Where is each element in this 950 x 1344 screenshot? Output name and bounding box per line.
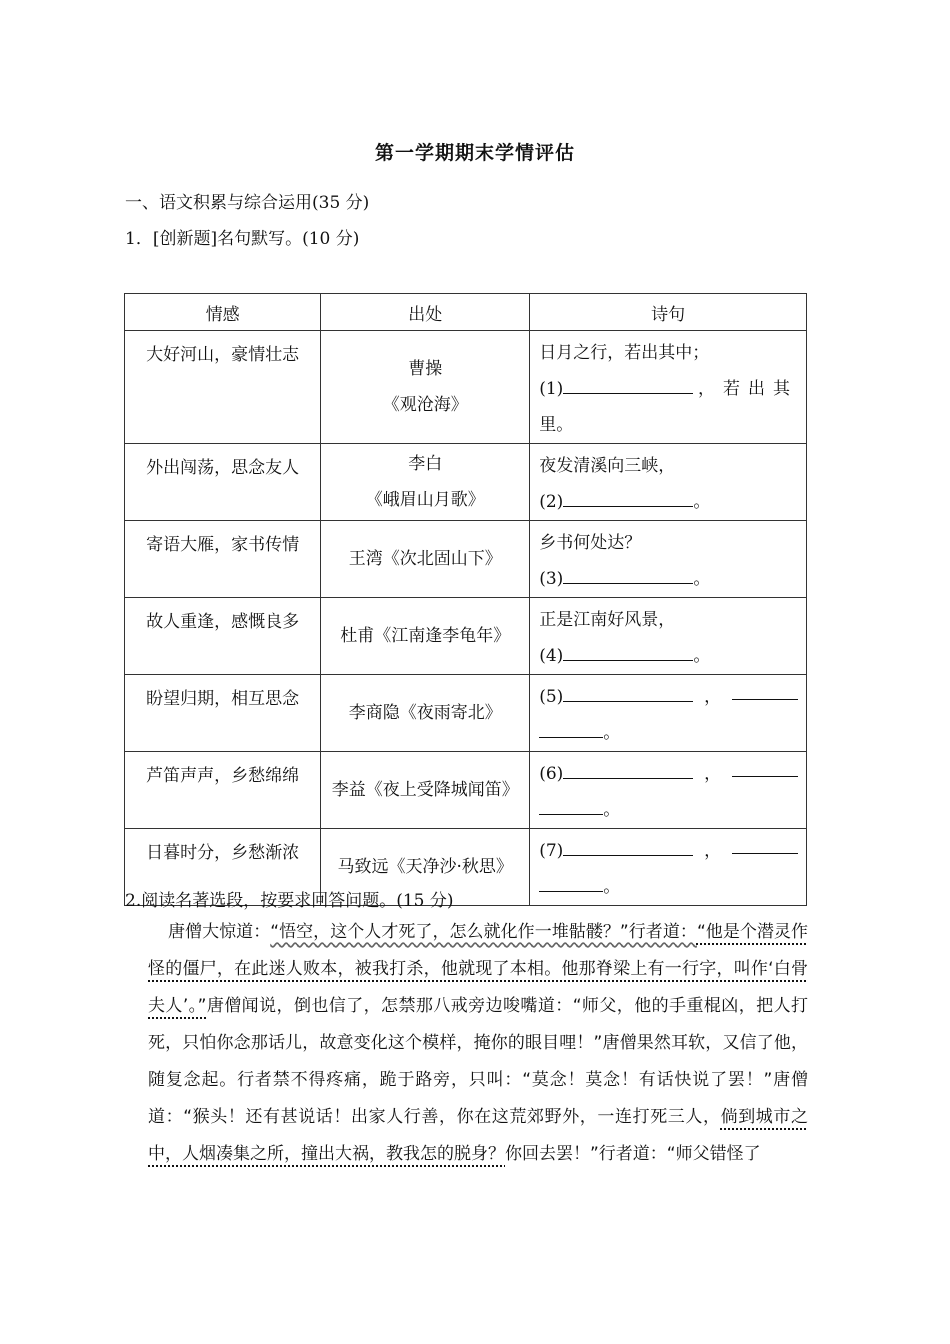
poem-text: 。 [693,646,711,666]
answer-blank-7a[interactable] [563,835,693,856]
emotion-cell: 故人重逢，感慨良多 [125,598,321,675]
poem-cell [530,675,807,752]
column-header-poem: 诗句 [530,294,807,331]
passage-text: 唐僧闻说，倒也信了，怎禁那八戒旁边唆嘴道：“师父，他的手重棍凶，把人打死，只怕你念那话儿，故意变化这个模样，掩你的眼目哩！”唐僧果然耳软，又信了他，随复念起。行者禁不得疼痛，跪于路旁，只叫：“莫念！莫念！有话快说了罢！”唐僧道：“猴头！还有甚说话！出家人行善，你在这荒郊野外，一连打死三人， [148,996,808,1127]
wavy-underlined-text: “悟空，这个人才死了，怎么就化作一堆骷髅？”行者道： [270,922,697,942]
source-author: 曹操 [408,359,443,379]
source-cell [321,444,530,521]
blank-label: (2) [539,492,564,512]
answer-blank-7b[interactable] [732,833,798,854]
blank-label: (7) [539,841,564,861]
blank-label: (3) [539,569,564,589]
blank-label: (6) [539,764,564,784]
poem-blank-line [539,638,798,674]
source-cell: 李益《夜上受降城闻笛》 [321,752,530,829]
blank-label: (1) [539,379,564,399]
poem-blank-line [539,679,798,715]
answer-blank-6b[interactable] [732,756,798,777]
poem-text: 。 [603,723,621,743]
poem-blank-line [539,484,798,520]
passage-text: 唐僧大惊道： [168,922,271,942]
emotion-cell: 寄语大雁，家书传情 [125,521,321,598]
table-row [125,521,807,598]
poem-blank-line [539,561,798,597]
source-author: 李白 [408,454,443,474]
answer-blank-2[interactable] [563,486,693,507]
answer-blank-5a[interactable] [563,681,693,702]
answer-blank-3[interactable] [563,563,693,584]
column-header-source: 出处 [321,294,530,331]
passage-paragraph [148,914,808,1173]
table-header-row [125,294,807,331]
emotion-cell: 芦笛声声，乡愁绵绵 [125,752,321,829]
poem-blank-line [539,715,798,751]
poem-text: 。 [693,492,711,512]
question-1-heading: 1．[创新题]名句默写。(10 分) [125,229,360,249]
source-title: 《峨眉山月歌》 [365,490,485,510]
passage-text: 你回去罢！”行者道：“师父错怪了 [505,1144,761,1164]
emotion-cell: 外出闯荡，思念友人 [125,444,321,521]
poem-text: 。 [693,569,711,589]
question-2-heading: 2.阅读名著选段，按要求回答问题。(15 分) [125,891,454,911]
poem-text: ， [704,764,722,784]
table-row [125,331,807,444]
source-cell [321,331,530,444]
poem-blank-line [539,756,798,792]
answer-blank-5c[interactable] [539,717,603,738]
section-heading: 一、语文积累与综合运用(35 分) [125,193,370,213]
poem-text: 。 [603,800,621,820]
answer-blank-1[interactable] [563,373,693,394]
poem-blank-line [539,833,798,869]
poem-blank-line [539,792,798,828]
page-title: 第一学期期末学情评估 [374,142,575,164]
answer-blank-4[interactable] [563,640,693,661]
dotted-underlined-text: “他是个潜灵作怪的僵尸，在此迷人败本，被我打杀，他就现了本相。他那脊梁上有一行字，叫作‘白骨夫人’。” [148,922,808,1016]
poem-blank-line [539,869,798,905]
column-header-emotion: 情感 [125,294,321,331]
poem-cell [530,752,807,829]
poem-line: 正是江南好风景， [539,610,676,630]
poem-text: ， [704,841,722,861]
poem-text: 。 [603,877,621,897]
source-cell: 李商隐《夜雨寄北》 [321,675,530,752]
emotion-cell: 盼望归期，相互思念 [125,675,321,752]
blank-label: (4) [539,646,564,666]
answer-blank-7c[interactable] [539,871,603,892]
poem-cell [530,444,807,521]
poem-text: ，若出其 [698,379,798,399]
answer-blank-6a[interactable] [563,758,693,779]
source-title: 《观沧海》 [382,395,468,415]
poem-table [124,293,807,906]
reading-passage [148,914,808,1173]
poem-blank-line [539,371,798,407]
poem-line: 里。 [539,415,574,435]
poem-text: ， [704,687,722,707]
source-cell: 王湾《次北固山下》 [321,521,530,598]
blank-label: (5) [539,687,564,707]
poem-cell [530,829,807,906]
table-row [125,598,807,675]
table-row [125,444,807,521]
answer-blank-6c[interactable] [539,794,603,815]
poem-cell [530,521,807,598]
source-cell: 马致远《天净沙·秋思》 [321,829,530,906]
emotion-cell: 日暮时分，乡愁渐浓 [125,829,321,906]
source-cell: 杜甫《江南逢李龟年》 [321,598,530,675]
poem-cell [530,598,807,675]
poem-cell [530,331,807,444]
dotted-underlined-text: 倘到城市之中，人烟凑集之所，撞出大祸，教我怎的脱身？ [148,1107,809,1164]
table-row [125,752,807,829]
poem-line: 乡书何处达？ [539,533,642,553]
poem-line: 日月之行，若出其中； [539,343,710,363]
answer-blank-5b[interactable] [732,679,798,700]
poem-line: 夜发清溪向三峡， [539,456,676,476]
table-row [125,675,807,752]
emotion-cell: 大好河山，豪情壮志 [125,331,321,444]
